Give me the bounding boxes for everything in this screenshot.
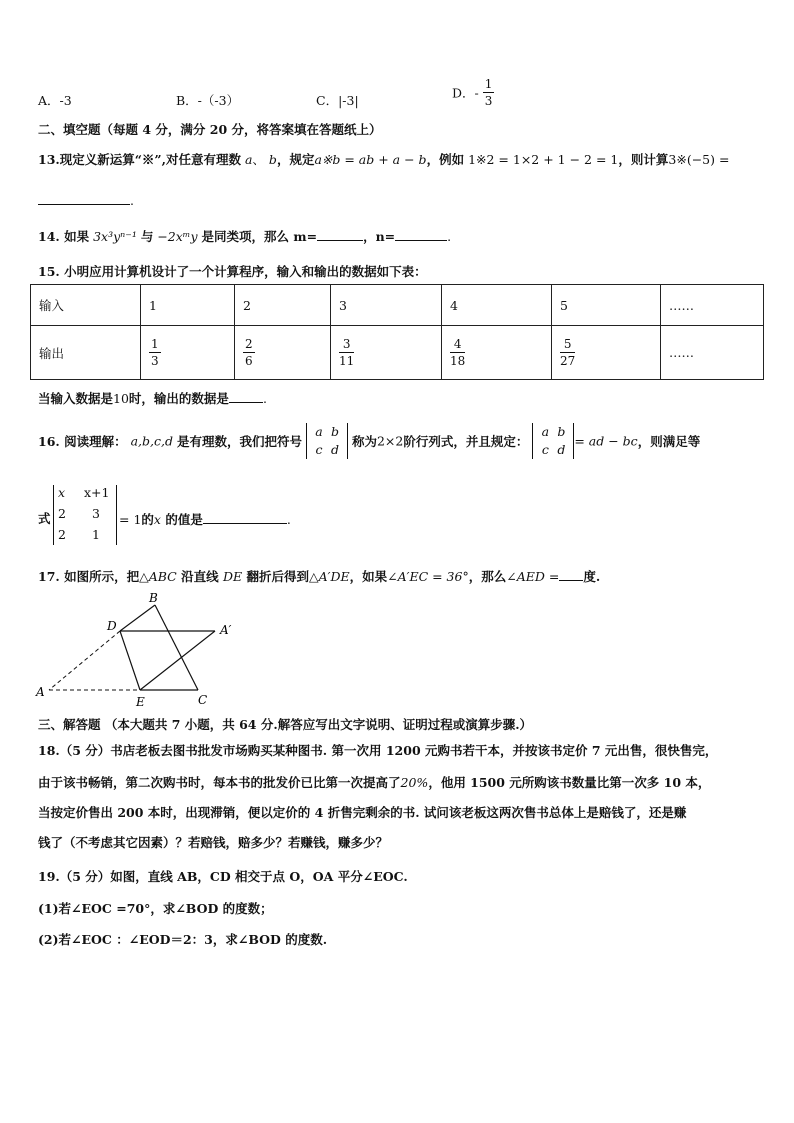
- output-cell: $\frac{5}{27}$: [552, 326, 661, 380]
- q19-intro: 19.（5 分）如图，直线 AB，CD 相交于点 O，OA 平分∠EOC.: [38, 869, 408, 884]
- determinant-definition: a b c d: [532, 423, 574, 459]
- output-cell: $\frac{4}{18}$: [442, 326, 552, 380]
- output-cell: $\frac{1}{3}$: [141, 326, 235, 380]
- m-blank: [317, 226, 363, 241]
- label-A: A: [36, 685, 45, 699]
- input-cell: 4: [442, 285, 552, 326]
- segment-DE: [120, 631, 140, 690]
- option-d-fraction: $\frac{1}{3}$: [484, 77, 493, 108]
- q16-line2-prefix: 式: [38, 511, 51, 526]
- option-a: A．-3: [38, 93, 72, 108]
- io-table: [30, 284, 764, 380]
- input-cell: 2: [235, 285, 331, 326]
- input-cell: 3: [331, 285, 442, 326]
- output-label: 输出: [31, 326, 141, 380]
- label-E: E: [136, 695, 145, 709]
- q18-line2: 由于该书畅销，第二次购书时，每本书的批发价已比第一次提高了20%，他用 1500 元所购该书数量比第一次多 10 本，: [38, 775, 711, 790]
- question-16: 16. 阅读理解： a,b,c,d 是有理数，我们把符号 a b c d 称为2×2阶行列式，并且规定： a b c d= ad − bc，则满足等: [38, 424, 701, 457]
- input-cell: 5: [552, 285, 661, 326]
- option-b: B．-（-3）: [176, 93, 240, 108]
- segment-A2E: [140, 631, 215, 690]
- question-13: 13.现定义新运算“※”,对任意有理数 a、 b，规定a※b = ab + a − b，例如 1※2 = 1×2 + 1 − 2 = 1，则计算3※(−5) =: [38, 152, 730, 167]
- label-C: C: [198, 693, 208, 707]
- label-D: D: [107, 619, 117, 633]
- q13-answer-line: .: [38, 190, 134, 208]
- n-blank: [395, 226, 447, 241]
- dashed-line-DA: [49, 631, 120, 690]
- segment-BC: [155, 605, 198, 690]
- option-c: C．|-3|: [316, 93, 359, 108]
- q18-line4: 钱了（不考虑其它因素）？若赔钱，赔多少？若赚钱，赚多少？: [38, 835, 389, 850]
- determinant-symbol: a b c d: [306, 423, 348, 459]
- segment-DB: [120, 605, 155, 631]
- q18-line3: 当按定价售出 200 本时，出现滞销，便以定价的 4 折售完剩余的书. 试问该老板这两次售书总体上是赔钱了，还是赚: [38, 805, 687, 820]
- section2-heading: 二、填空题（每题 4 分，满分 20 分，将答案填在答题纸上）: [38, 122, 382, 137]
- q19-part2: (2)若∠EOC ：∠EOD＝2：3，求∠BOD 的度数.: [38, 932, 328, 947]
- label-A-prime: A′: [220, 623, 232, 637]
- question-15: 15. 小明应用计算机设计了一个计算程序，输入和输出的数据如下表：: [38, 264, 427, 279]
- q19-part1: (1)若∠EOC =70°，求∠BOD 的度数；: [38, 901, 273, 916]
- input-cell: 1: [141, 285, 235, 326]
- section3-heading: 三、解答题 （本大题共 7 小题，共 64 分.解答应写出文字说明、证明过程或演算步骤.）: [38, 717, 533, 732]
- q16-line2: = 1的x 的值是 .: [119, 509, 291, 528]
- answer-blank: [229, 388, 263, 403]
- output-cell: ……: [661, 326, 764, 380]
- question-14: 14. 如果 3x³yⁿ⁻¹ 与 −2xᵐy 是同类项，那么 m= ，n= .: [38, 226, 451, 245]
- output-cell: $\frac{3}{11}$: [331, 326, 442, 380]
- input-label: 输入: [31, 285, 141, 326]
- q18-line1: 18.（5 分）书店老板去图书批发市场购买某种图书. 第一次用 1200 元购书若干本，并按该书定价 7 元出售，很快售完，: [38, 743, 718, 758]
- output-cell: $\frac{2}{6}$: [235, 326, 331, 380]
- answer-blank: [203, 509, 287, 524]
- answer-blank: [38, 190, 130, 205]
- determinant-equation: x x+1 2 3 2 1: [53, 485, 117, 545]
- input-cell: ……: [661, 285, 764, 326]
- answer-blank: [559, 566, 583, 581]
- input-row: [31, 285, 764, 326]
- label-B: B: [149, 591, 158, 605]
- q15-followup: 当输入数据是10时，输出的数据是 .: [38, 388, 267, 407]
- output-row: [31, 326, 764, 380]
- fold-triangle-figure: [30, 588, 250, 712]
- option-d: D．- $\frac{1}{3}$: [452, 77, 493, 108]
- question-17: 17. 如图所示，把△ABC 沿直线 DE 翻折后得到△A′DE，如果∠A′EC = 36°，那么∠AED = 度.: [38, 566, 600, 585]
